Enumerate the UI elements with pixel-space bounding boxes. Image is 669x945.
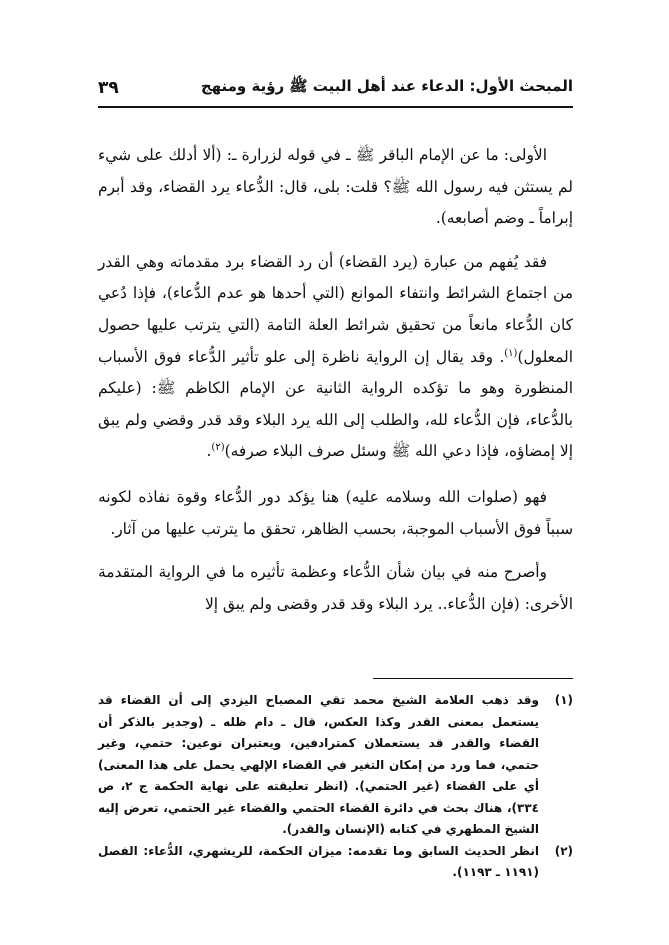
footnote-number: (٢) xyxy=(554,843,573,858)
footnote-number: (١) xyxy=(554,693,573,707)
paragraph-4: وأصرح منه في بيان شأن الدُّعاء وعظمة تأثيره ما في الرواية المتقدمة الأخرى: (فإن الدُّعاء.. يرد البلاء وقد قدر وقضى ولم يبق إلا xyxy=(98,563,573,613)
running-title: المبحث الأول: الدعاء عند أهل البيت ﷺ رؤية ومنهج xyxy=(200,77,573,95)
page-header xyxy=(98,74,573,102)
paragraph-2-tail: . وقد يقال إن الرواية ناظرة إلى علو تأثير xyxy=(232,347,505,366)
paragraph-2-continuation: الدُّعاء فوق الأسباب المنظورة وهو ما تؤكده الرواية الثانية عن الإمام الكاظم ﷺ: (عليكم بالدُّعاء، فإن الدُّعاء لله، والطلب إلى الله يرد البلاء وقد قدر وقضي ولم يبق إلا إمضاؤه، فإذا دعي الله ﷺ وسئل صرف البلاء صرفه) xyxy=(98,347,573,461)
footnote-text: وقد ذهب العلامة الشيخ محمد تقي المصباح اليزدي إلى أن القضاء قد يستعمل بمعنى القدر وكذا العكس، قال ـ دام ظله ـ (وجدير بالذكر أن القضاء والقدر قد يستعملان كمترادفين، ويعتبران نوعين: حتمي، وغير حتمي، فما ورد من إمكان التغير في القضاء الإلهي يحمل على هذا المعنى) أي على القضاء (غير الحتمي). (انظر تعليقته على نهاية الحكمة ج ٢، ص ٣٣٤)، هناك بحث في دائرة القضاء الحتمي والقضاء غير الحتمي، تعرض إليه الشيخ المطهري في كتابه (الإنسان والقدر). xyxy=(98,693,539,836)
header-divider xyxy=(98,106,573,108)
paragraph-3: فهو (صلوات الله وسلامه عليه) هنا يؤكد دور الدُّعاء وقوة نفاذه لكونه سبباً فوق الأسباب الموجبة، بحسب الظاهر، تحقق ما يترتب عليها من آثار. xyxy=(98,487,573,538)
main-text xyxy=(98,140,573,620)
footnote-2 xyxy=(98,841,573,884)
footnote-divider xyxy=(373,678,573,679)
paragraph-2 xyxy=(98,247,573,468)
footnote-1 xyxy=(98,690,573,841)
footnote-text: انظر الحديث السابق وما تقدمه: ميزان الحكمة، للريشهري، الدُّعاء: الفصل (١١٩١ ـ ١١٩٣). xyxy=(98,843,539,879)
paragraph-2-text: فقد يُفهم من عبارة (يرد القضاء) أن رد القضاء برد مقدماته وهي القدر من اجتماع الشرائط وانتفاء الموانع (التي أحدها هو عدم الدُّعاء)، فإذا دُعي كان الدُّعاء مانعاً من تحقيق شرائط العلة التامة (التي يترتب عليها حصول المعلول) xyxy=(98,252,573,366)
page-number: ٣٩ xyxy=(98,78,119,98)
footnote-ref-1: (١) xyxy=(504,347,518,359)
footnotes xyxy=(98,690,573,884)
paragraph-2-end: . xyxy=(206,442,212,461)
paragraph-1: الأولى: ما عن الإمام الباقر ﷺ ـ في قوله لزرارة ـ: (ألا أدلك على شيء لم يستثن فيه رسول الله ﷺ؟ قلت: بلى، قال: الدُّعاء يرد القضاء، وقد أبرم إبراماً ـ وضم أصابعه). xyxy=(98,146,573,228)
footnote-ref-2: (٢) xyxy=(211,442,225,454)
